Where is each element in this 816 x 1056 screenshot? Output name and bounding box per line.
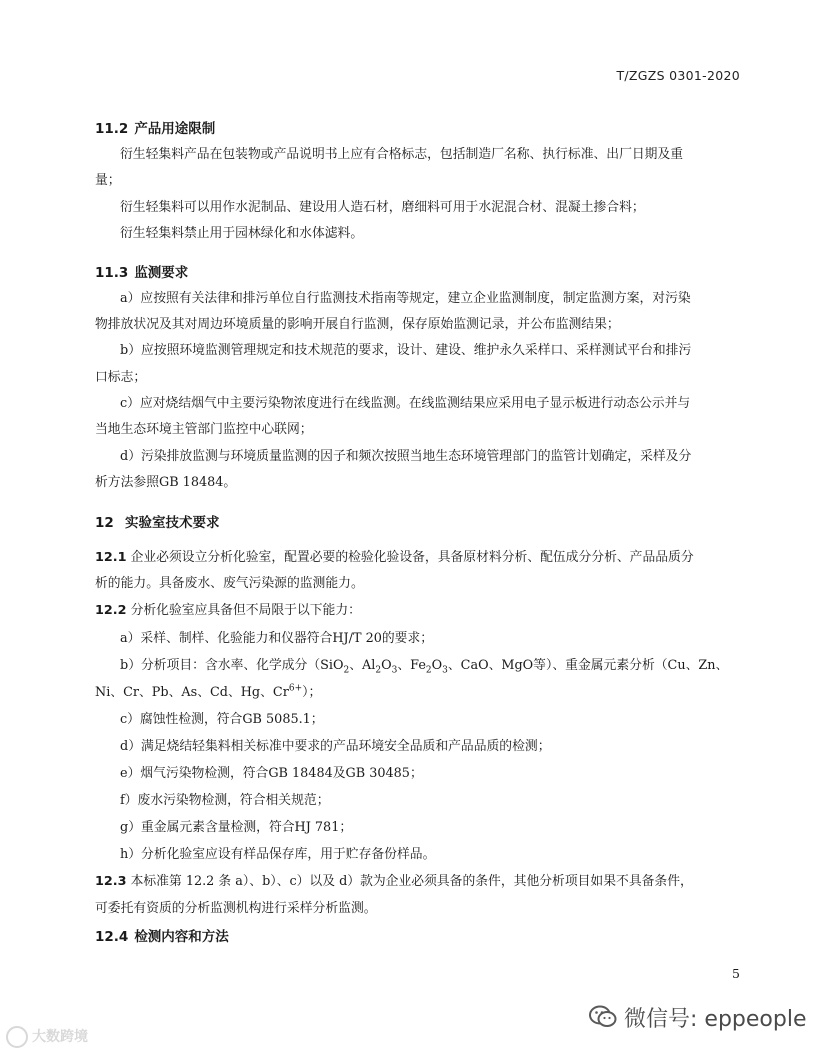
subscript: 2 [375,665,382,676]
subscript: 2 [425,665,432,676]
section-number: 12 [95,515,114,531]
list-item-f: f）废水污染物检测，符合相关规范； [120,793,330,808]
list-item-d-cont: 析方法参照GB 18484。 [95,475,237,490]
clause-12-2 [95,599,361,618]
list-item-d: d）污染排放监测与环境质量监测的因子和频次按照当地生态环境管理部门的监管计划确定，采样及分 [120,449,692,464]
text-run: 、Al [349,658,376,673]
paragraph-line: 衍生轻集料可以用作水泥制品、建设用人造石材，磨细料可用于水泥混合材、混凝土掺合料； [120,200,645,215]
section-11-3-heading [95,261,188,281]
watermark-left-text: 大数跨境 [32,1029,88,1045]
list-item-c-cont: 当地生态环境主管部门监控中心联网； [95,422,313,437]
clause-text: 分析化验室应具备但不局限于以下能力： [130,603,361,618]
list-item-a-cont: 物排放状况及其对周边环境质量的影响开展自行监测，保存原始监测记录，并公布监测结果； [95,317,620,332]
text-run: 、CaO、MgO等）、重金属元素分析（Cu、Zn、 [447,658,729,673]
list-item-a: a）应按照有关法律和排污单位自行监测技术指南等规定，建立企业监测制度，制定监测方案，对污染 [120,291,691,306]
list-item-b: b）应按照环境监测管理规定和技术规范的要求，设计、建设、维护永久采样口、采样测试平台和排污 [120,343,692,358]
clause-12-3 [95,870,693,889]
clause-12-1 [95,546,694,565]
paragraph-line: 衍生轻集料禁止用于园林绿化和水体滤料。 [120,226,364,241]
section-title: 产品用途限制 [134,121,216,137]
subscript: 3 [442,665,448,676]
clause-number: 12.2 [95,603,127,618]
section-title: 监测要求 [134,265,189,281]
list-item-c: c）腐蚀性检测，符合GB 5085.1； [120,712,324,727]
text-run: ）； [302,685,322,700]
text-run: O [431,658,443,673]
paragraph-line: 衍生轻集料产品在包装物或产品说明书上应有合格标志，包括制造厂名称、执行标准、出厂日期及重 [120,147,684,162]
document-id-header: T/ZGZS 0301-2020 [616,68,740,83]
section-11-2-heading [95,117,215,137]
section-12-heading [95,511,220,531]
subscript: 3 [391,665,398,676]
page-number: 5 [732,966,740,981]
list-item-a: a）采样、制样、化验能力和仪器符合HJ/T 20的要求； [120,631,434,646]
section-title: 实验室技术要求 [125,515,220,531]
watermark-logo-icon [6,1026,28,1048]
text-run: Ni、Cr、Pb、As、Cd、Hg、Cr [95,685,289,700]
text-run: b）分析项目：含水率、化学成分（SiO [120,658,344,673]
list-item-e: e）烟气污染物检测，符合GB 18484及GB 30485； [120,766,423,781]
list-item-g: g）重金属元素含量检测，符合HJ 781； [120,820,353,835]
watermark-right-text: 微信号: eppeople [624,1007,807,1032]
text-run: 、Fe [397,658,426,673]
list-item-h: h）分析化验室应设有样品保存库，用于贮存备份样品。 [120,847,436,862]
clause-12-3-cont: 可委托有资质的分析监测机构进行采样分析监测。 [95,901,377,916]
section-title: 检测内容和方法 [134,929,229,945]
list-item-c: c）应对烧结烟气中主要污染物浓度进行在线监测。在线监测结果应采用电子显示板进行动态公示并与 [120,396,691,411]
list-item-d: d）满足烧结轻集料相关标准中要求的产品环境安全品质和产品品质的检测； [120,739,551,754]
section-number: 11.2 [95,121,129,137]
clause-text: 本标准第 12.2 条 a）、b）、c）以及 d）款为企业必须具备的条件，其他分析项目如果不具备条件， [130,874,693,889]
wechat-icon [588,1004,618,1036]
clause-text: 企业必须设立分析化验室，配置必要的检验化验设备，具备原材料分析、配伍成分分析、产品品质分 [130,550,694,565]
paragraph-line: 量； [95,173,121,188]
clause-12-1-cont: 析的能力。具备废水、废气污染源的监测能力。 [95,576,364,591]
clause-number: 12.1 [95,550,127,565]
subscript: 2 [343,665,350,676]
list-item-b [120,654,728,676]
watermark-left [6,1026,88,1048]
list-item-b-cont: 口标志； [95,370,147,385]
clause-number: 12.3 [95,874,127,889]
watermark-right [588,1002,806,1036]
section-number: 12.4 [95,929,129,945]
superscript: 6+ [288,683,303,694]
section-number: 11.3 [95,265,129,281]
section-12-4-heading [95,925,229,945]
text-run: O [381,658,392,673]
list-item-b-cont [95,681,321,700]
